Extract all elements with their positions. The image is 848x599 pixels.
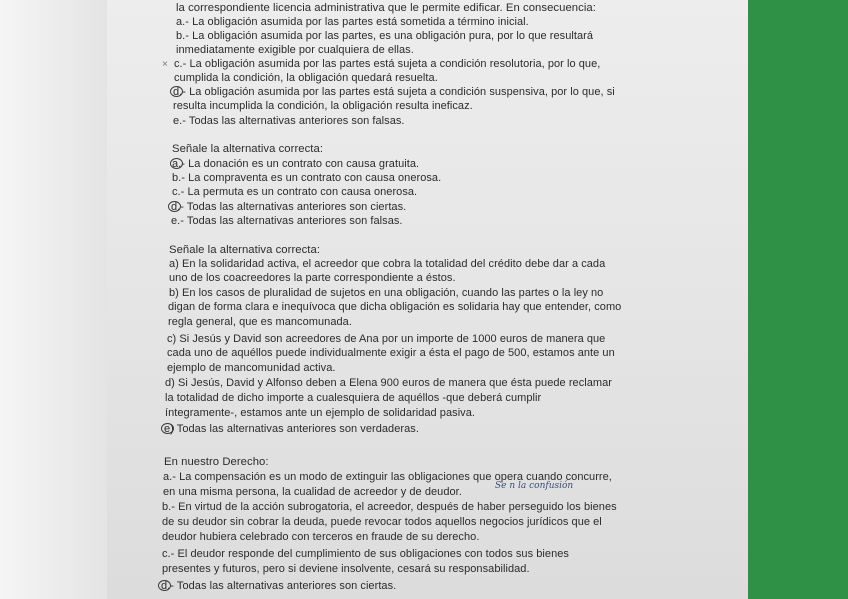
option-b-continued: de su deudor sin cobrar la deuda, puede revocar todos aquellos negocios jurídicos que el xyxy=(162,516,602,528)
option-c: c) Si Jesús y David son acreedores de Ana por un importe de 1000 euros de manera que xyxy=(167,333,606,345)
option-b: b.- La obligación asumida por las partes, es una obligación pura, por lo que resultará xyxy=(176,30,594,42)
question-heading: Señale la alternativa correcta: xyxy=(169,244,321,256)
option-a-continued: en una misma persona, la cualidad de acreedor y de deudor. xyxy=(163,486,462,498)
option-d-continued: la totalidad de dicho importe a cualesquiera de aquéllos -que deberá cumplir xyxy=(165,392,542,404)
option-c-continued: ejemplo de mancomunidad activa. xyxy=(167,362,336,374)
option-b-continued: regla general, que es mancomunada. xyxy=(168,316,352,328)
option-a: a.- La donación es un contrato con causa gratuita. xyxy=(172,158,420,170)
option-d: d.- Todas las alternativas anteriores son ciertas. xyxy=(171,201,407,213)
option-d: d.- La obligación asumida por las partes está sujeta a condición suspensiva, por lo que, si xyxy=(173,86,615,98)
option-c-continued: cada uno de aquéllos puede individualmente exigir a ésta el pago de 500, estamos ante un xyxy=(167,347,615,359)
option-e: e.- Todas las alternativas anteriores son falsas. xyxy=(173,115,405,127)
option-c-continued: presentes y futuros, pero si deviene insolvente, cesará su responsabilidad. xyxy=(162,563,530,575)
option-d: d.- Todas las alternativas anteriores son ciertas. xyxy=(161,580,397,592)
option-d: d) Si Jesús, David y Alfonso deben a Elena 900 euros de manera que ésta puede reclamar xyxy=(165,377,613,389)
option-a: a.- La compensación es un modo de extinguir las obligaciones que opera cuando concurre, xyxy=(163,471,612,483)
green-background-right xyxy=(748,0,848,599)
question-heading: Señale la alternativa correcta: xyxy=(172,143,324,155)
option-a-continued: uno de los coacreedores la parte correspondiente a éstos. xyxy=(169,272,456,284)
option-e: e.- Todas las alternativas anteriores son falsas. xyxy=(171,215,403,227)
option-b: b.- En virtud de la acción subrogatoria, el acreedor, después de haber perseguido los bienes xyxy=(162,501,617,513)
option-b: b.- La compraventa es un contrato con causa onerosa. xyxy=(172,172,442,184)
option-b: b) En los casos de pluralidad de sujetos en una obligación, cuando las partes o la ley no xyxy=(169,287,604,299)
option-c: c.- La obligación asumida por las partes está sujeta a condición resolutoria, por lo que, xyxy=(174,58,601,70)
option-b-continued: digan de forma clara e inequívoca que dicha obligación es solidaria hay que entender, como xyxy=(168,301,622,313)
background-left xyxy=(0,0,107,599)
question-heading: En nuestro Derecho: xyxy=(164,456,269,468)
option-c: c.- El deudor responde del cumplimiento de sus obligaciones con todos sus bienes xyxy=(162,548,569,560)
option-b-continued: deudor hubiera celebrado con terceros en fraude de su derecho. xyxy=(162,531,480,543)
option-d-continued: resulta incumplida la condición, la obligación resulta ineficaz. xyxy=(173,100,473,112)
option-b-continued: inmediatamente exigible por cualquiera de ellas. xyxy=(176,44,414,56)
exam-page xyxy=(107,0,748,599)
question-context-line: la correspondiente licencia administrativa que le permite edificar. En consecuencia: xyxy=(176,2,596,14)
option-e: e) Todas las alternativas anteriores son verdaderas. xyxy=(164,423,419,435)
cross-mark-icon: × xyxy=(162,59,168,70)
option-d-continued: íntegramente-, estamos ante un ejemplo de solidaridad pasiva. xyxy=(165,407,476,419)
option-c: c.- La permuta es un contrato con causa onerosa. xyxy=(172,186,418,198)
option-a: a.- La obligación asumida por las partes está sometida a término inicial. xyxy=(176,16,529,28)
option-a: a) En la solidaridad activa, el acreedor que cobra la totalidad del crédito debe dar a cada xyxy=(169,258,606,270)
handwritten-note: Se n la confusión xyxy=(495,481,574,491)
option-c-continued: cumplida la condición, la obligación quedará resuelta. xyxy=(174,72,438,84)
